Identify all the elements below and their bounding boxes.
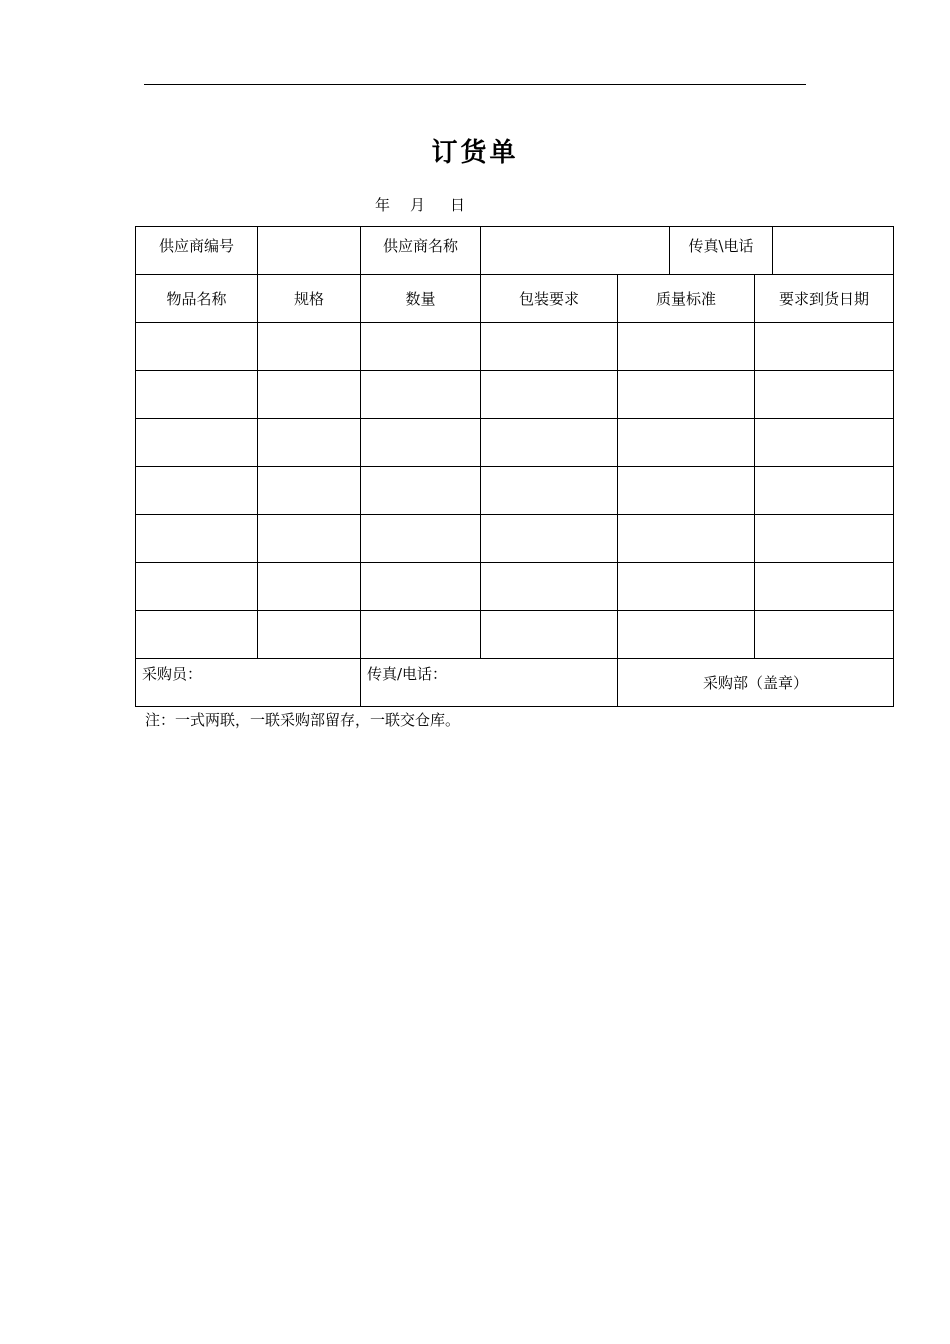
table-cell[interactable] [481,323,618,371]
table-cell[interactable] [618,323,755,371]
column-header-row [136,275,894,323]
table-cell[interactable] [618,563,755,611]
col-header-item-name: 物品名称 [136,275,258,323]
table-cell[interactable] [755,467,894,515]
table-cell[interactable] [618,371,755,419]
table-cell[interactable] [136,611,258,659]
col-header-quality: 质量标准 [618,275,755,323]
col-header-quantity: 数量 [361,275,481,323]
supplier-fax-label: 传真\电话 [670,227,773,274]
table-cell[interactable] [481,371,618,419]
col-header-spec: 规格 [258,275,361,323]
table-cell[interactable] [755,419,894,467]
header-rule [144,84,806,85]
table-cell[interactable] [258,515,361,563]
table-cell[interactable] [136,323,258,371]
buyer-field[interactable]: 采购员： [136,659,361,707]
table-cell[interactable] [618,419,755,467]
supplier-name-field[interactable] [481,227,670,274]
table-cell[interactable] [258,371,361,419]
table-cell[interactable] [481,419,618,467]
table-cell[interactable] [361,467,481,515]
supplier-code-label: 供应商编号 [136,227,258,275]
table-row [136,611,894,659]
table-cell[interactable] [361,515,481,563]
table-cell[interactable] [361,323,481,371]
footnote: 注：一式两联，一联采购部留存，一联交仓库。 [145,711,461,729]
table-cell[interactable] [481,467,618,515]
col-header-delivery-date: 要求到货日期 [755,275,894,323]
table-cell[interactable] [755,611,894,659]
table-cell[interactable] [618,611,755,659]
table-row [136,323,894,371]
order-form-table [135,226,894,707]
table-cell[interactable] [136,515,258,563]
table-cell[interactable] [258,611,361,659]
table-cell[interactable] [481,515,618,563]
table-cell[interactable] [361,611,481,659]
day-label: 日 [450,196,466,214]
table-row [136,563,894,611]
table-cell[interactable] [136,419,258,467]
table-cell[interactable] [361,419,481,467]
table-cell[interactable] [755,515,894,563]
date-line [375,194,465,215]
table-cell[interactable] [755,563,894,611]
footer-row [136,659,894,707]
footer-fax-field[interactable]: 传真/电话： [361,659,618,707]
supplier-code-field[interactable] [258,227,361,275]
table-cell[interactable] [481,563,618,611]
supplier-name-label: 供应商名称 [361,227,481,275]
table-cell[interactable] [361,371,481,419]
purchasing-dept-stamp: 采购部（盖章） [618,659,894,707]
supplier-fax-field[interactable] [773,227,893,274]
month-label: 月 [410,196,426,214]
table-cell[interactable] [258,419,361,467]
year-label: 年 [375,196,391,214]
table-cell[interactable] [481,611,618,659]
supplier-row [136,227,894,275]
table-row [136,371,894,419]
table-cell[interactable] [361,563,481,611]
table-cell[interactable] [618,467,755,515]
table-cell[interactable] [136,563,258,611]
table-cell[interactable] [258,323,361,371]
table-row [136,419,894,467]
col-header-packaging: 包装要求 [481,275,618,323]
table-cell[interactable] [258,563,361,611]
table-cell[interactable] [136,467,258,515]
table-cell[interactable] [618,515,755,563]
table-row [136,515,894,563]
table-cell[interactable] [258,467,361,515]
table-cell[interactable] [136,371,258,419]
table-cell[interactable] [755,371,894,419]
table-cell[interactable] [755,323,894,371]
table-row [136,467,894,515]
document-title: 订货单 [431,138,519,168]
supplier-name-fax-cell [481,227,894,275]
